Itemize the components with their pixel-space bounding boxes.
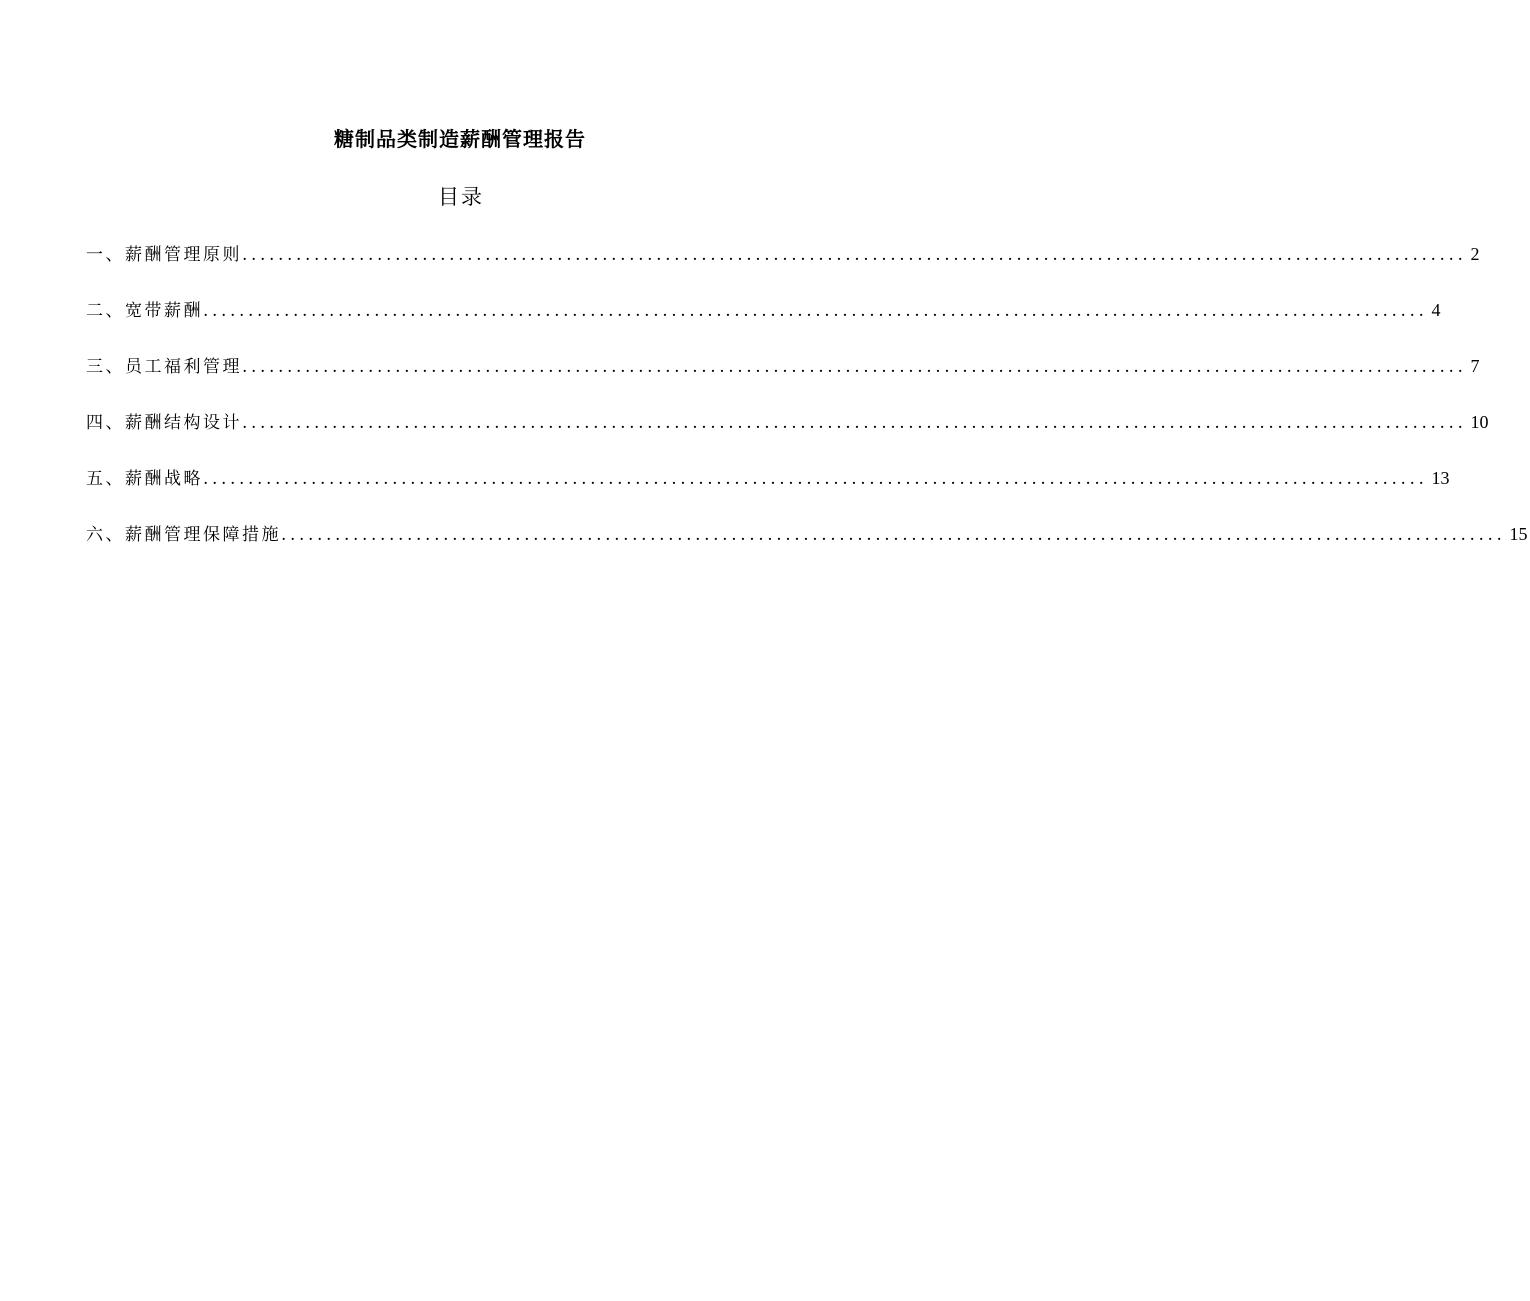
toc-leader-dots: ........................................................................................................................................ — [242, 357, 1467, 377]
toc-entry-2[interactable] — [84, 296, 1441, 352]
toc-leader-dots: ........................................................................................................................................ — [203, 301, 1428, 321]
table-of-contents — [84, 240, 1528, 576]
toc-entry-5[interactable] — [84, 464, 1450, 520]
toc-entry-6[interactable] — [84, 520, 1528, 576]
toc-entry-4[interactable] — [84, 408, 1489, 464]
toc-entry-label: 二、宽带薪酬 — [86, 301, 203, 321]
toc-leader-dots: ........................................................................................................................................ — [242, 245, 1467, 265]
toc-entry-page-number: 10 — [1470, 412, 1489, 432]
toc-entry-page-number: 7 — [1470, 356, 1480, 376]
toc-leader-dots: ........................................................................................................................................ — [242, 413, 1467, 433]
toc-entry-page-number: 4 — [1431, 300, 1441, 320]
toc-entry-label: 一、薪酬管理原则 — [86, 245, 242, 265]
toc-leader-dots: ........................................................................................................................................ — [203, 469, 1428, 489]
toc-entry-1[interactable] — [84, 240, 1480, 296]
toc-entry-3[interactable] — [84, 352, 1480, 408]
toc-entry-page-number: 2 — [1470, 244, 1480, 264]
toc-entry-page-number: 15 — [1509, 524, 1528, 544]
toc-entry-label: 五、薪酬战略 — [86, 469, 203, 489]
toc-entry-label: 三、员工福利管理 — [86, 357, 242, 377]
toc-entry-label: 四、薪酬结构设计 — [86, 413, 242, 433]
toc-entry-page-number: 13 — [1431, 468, 1450, 488]
document-title: 糖制品类制造薪酬管理报告 — [334, 127, 586, 151]
toc-entry-label: 六、薪酬管理保障措施 — [86, 525, 281, 545]
toc-leader-dots: ........................................................................................................................................ — [281, 525, 1506, 545]
toc-heading: 目录 — [438, 185, 484, 209]
